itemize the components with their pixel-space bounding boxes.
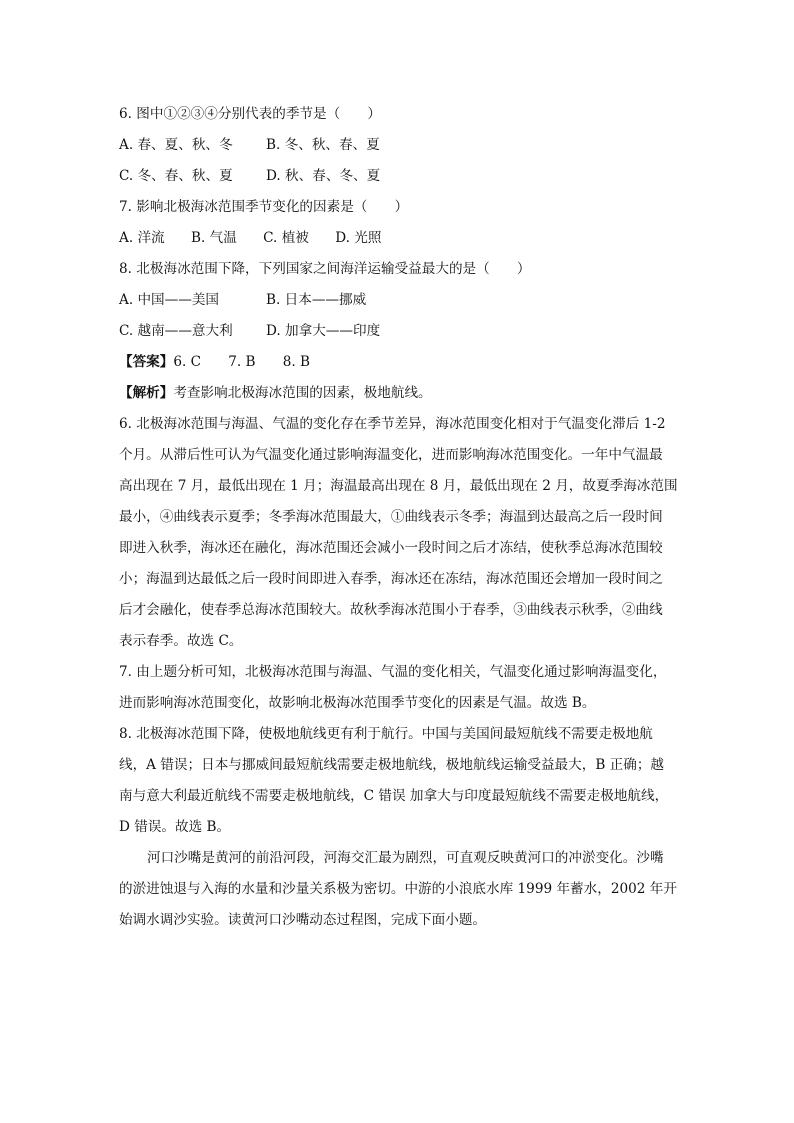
question-6-option-b: B. 冬、秋、春、夏	[266, 137, 380, 153]
question-7-stem: 7. 影响北极海冰范围季节变化的因素是（ ）	[119, 199, 409, 215]
question-8-option-d: D. 加拿大——印度	[266, 323, 381, 339]
intro-line-3: 始调水调沙实验。读黄河口沙嘴动态过程图，完成下面小题。	[119, 912, 487, 928]
analysis-q8-line-3: 南与意大利最近航线不需要走极地航线，C 错误 加拿大与印度最短航线不需要走极地航线，	[119, 788, 669, 804]
question-7-option-c: C. 植被	[263, 230, 309, 246]
analysis-q6-line-7: 后才会融化，使春季总海冰范围较大。故秋季海冰范围小于春季，③曲线表示秋季，②曲线	[119, 602, 663, 618]
document-content	[119, 99, 679, 936]
analysis-q7-line-1: 7. 由上题分析可知，北极海冰范围与海温、气温的变化相关，气温变化通过影响海温变化，	[119, 664, 667, 680]
analysis-q6-line-2: 个月。从滞后性可认为气温变化通过影响海温变化，进而影响海冰范围变化。一年中气温最	[119, 447, 663, 463]
analysis-q7-line-2: 进而影响海冰范围变化，故影响北极海冰范围季节变化的因素是气温。故选 B。	[119, 695, 596, 711]
question-6-option-c: C. 冬、春、秋、夏	[119, 168, 233, 184]
intro-line-1: 河口沙嘴是黄河的前沿河段，河海交汇最为剧烈，可直观反映黄河口的冲淤变化。沙嘴	[147, 850, 664, 866]
analysis-q8-line-1: 8. 北极海冰范围下降，使极地航线更有利于航行。中国与美国间最短航线不需要走极地航	[119, 726, 653, 742]
answer-text: 6. C 7. B 8. B	[173, 354, 311, 370]
question-7-options	[119, 223, 679, 254]
question-6-stem: 6. 图中①②③④分别代表的季节是（ ）	[119, 106, 381, 122]
analysis-q8-line-2: 线，A 错误；日本与挪威间最短航线需要走极地航线，极地航线运输受益最大，B 正确；越	[119, 757, 665, 773]
answer-line	[119, 347, 679, 378]
answer-label: 【答案】	[119, 354, 174, 370]
analysis-q8-line-4: D 错误。故选 B。	[119, 819, 231, 835]
question-8-options-row2	[119, 316, 679, 347]
question-7-option-d: D. 光照	[335, 230, 382, 246]
question-8-option-a: A. 中国——美国	[119, 292, 220, 308]
question-8-option-c: C. 越南——意大利	[119, 323, 233, 339]
question-6-option-a: A. 春、夏、秋、冬	[119, 137, 233, 153]
analysis-q6-line-4: 最小，④曲线表示夏季；冬季海冰范围最大，①曲线表示冬季；海温到达最高之后一段时间	[119, 509, 663, 525]
question-7-option-b: B. 气温	[190, 230, 237, 246]
analysis-q6-line-1: 6. 北极海冰范围与海温、气温的变化存在季节差异，海冰范围变化相对于气温变化滞后 1-2	[119, 416, 666, 432]
question-8-stem: 8. 北极海冰范围下降，下列国家之间海洋运输受益最大的是（ ）	[119, 261, 531, 277]
question-6-options-row1	[119, 130, 679, 161]
question-8-options-row1	[119, 285, 679, 316]
question-6-option-d: D. 秋、春、冬、夏	[266, 168, 381, 184]
question-7-option-a: A. 洋流	[119, 230, 165, 246]
analysis-label: 【解析】	[119, 385, 174, 401]
analysis-text: 考查影响北极海冰范围的因素，极地航线。	[173, 385, 432, 401]
analysis-q6-line-3: 高出现在 7 月，最低出现在 1 月；海温最高出现在 8 月，最低出现在 2 月，故夏季海冰范围	[119, 478, 678, 494]
question-8-option-b: B. 日本——挪威	[266, 292, 367, 308]
analysis-q6-line-6: 小；海温到达最低之后一段时间即进入春季，海冰还在冻结，海冰范围还会增加一段时间之	[119, 571, 663, 587]
analysis-q6-line-5: 即进入秋季，海冰还在融化，海冰范围还会减小一段时间之后才冻结，使秋季总海冰范围较	[119, 540, 663, 556]
analysis-q6-line-8: 表示春季。故选 C。	[119, 633, 243, 649]
analysis-line	[119, 378, 679, 409]
intro-line-2: 的淤进蚀退与入海的水量和沙量关系极为密切。中游的小浪底水库 1999 年蓄水，2002 年开	[119, 881, 677, 897]
question-6-options-row2	[119, 161, 679, 192]
